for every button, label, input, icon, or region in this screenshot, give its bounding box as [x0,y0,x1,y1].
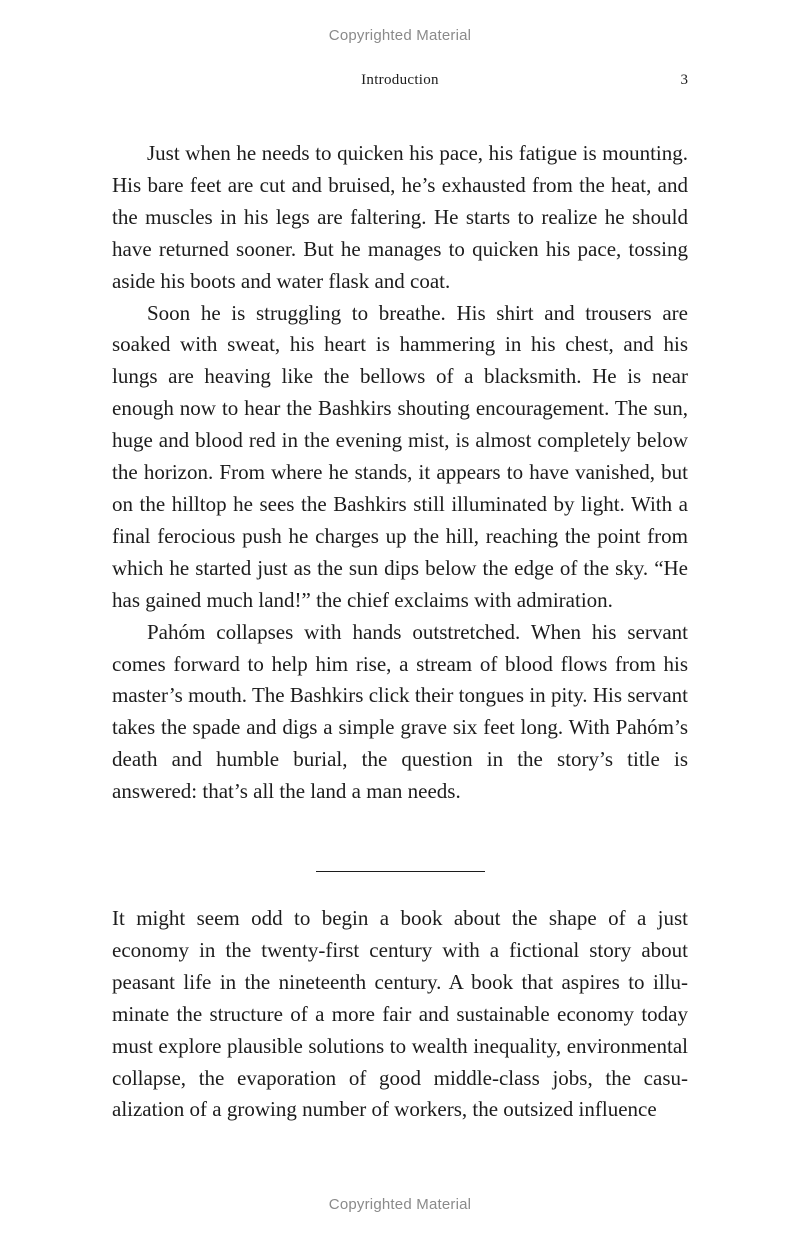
paragraph: Just when he needs to quicken his pace, his fatigue is mounting. His bare feet are cut and bruised, he’s exhausted from the heat, and the muscles in his legs are faltering. He starts to realize he should have returned sooner. But he manages to quicken his pace, tossing aside his boots and water flask and coat. [112,141,688,293]
copyright-watermark-bottom: Copyrighted Material [328,1196,472,1213]
paragraph: Soon he is struggling to breathe. His shirt and trousers are soaked with sweat, his heart is hammering in his chest, and his lungs are heaving like the bellows of a blacksmith. He is near enough now to hear the Bashkirs shouting encouragement. The sun, huge and blood red in the evening mist, is almost completely below the horizon. From where he stands, it appears to have vanished, but on the hilltop he sees the Bashkirs still illuminated by light. With a final ferocious push he charges up the hill, reaching the point from which he started just as the sun dips below the edge of the sky. “He has gained much land!” the chief exclaims with admiration. [112,300,688,612]
running-header [112,72,688,94]
paragraph: Pahóm collapses with hands outstretched. When his servant comes forward to help him rise, a stream of blood flows from his master’s mouth. The Bashkirs click their tongues in pity. His servant takes the spade and digs a simple grave six feet long. With Pahóm’s death and humble burial, the question in the story’s title is answered: that’s all the land a man needs. [112,619,688,804]
chapter-title: Introduction [361,72,439,88]
section-divider [316,871,485,872]
paragraph: It might seem odd to begin a book about the shape of a just economy in the twenty-first century with a fictional story about peasant life in the nineteenth century. A book that aspires to illuminate the structure of a more fair and sustainable economy today must explore plausible solutions to wealth inequality, environmental collapse, the evaporation of good middle-class jobs, the casualization of a growing number of workers, the outsized influence [112,906,688,1122]
page-number: 3 [680,72,688,88]
essay-section [112,903,688,1126]
story-section [112,138,688,808]
copyright-watermark-top: Copyrighted Material [328,27,472,44]
